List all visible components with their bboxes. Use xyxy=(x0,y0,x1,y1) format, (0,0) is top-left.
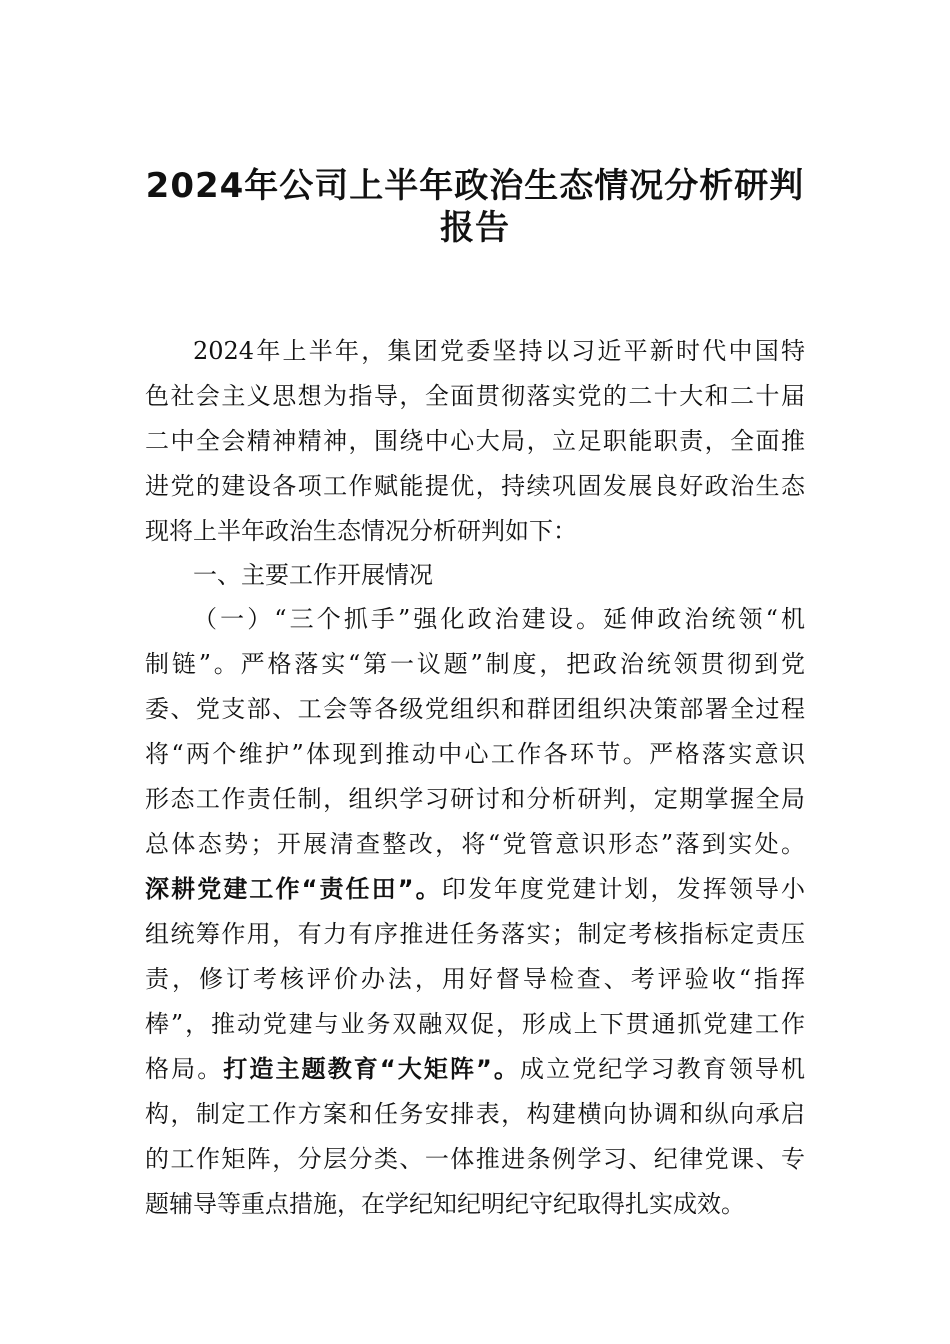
paragraph-line-3: 委、党支部、工会等各级党组织和群团组织决策部署全过程 xyxy=(145,695,805,723)
section-heading-1: 一、主要工作开展情况 xyxy=(193,561,433,589)
paragraph-line-13: 的工作矩阵，分层分类、一体推进条例学习、纪律党课、专 xyxy=(145,1145,805,1173)
intro-line-5: 现将上半年政治生态情况分析研判如下： xyxy=(145,517,577,545)
paragraph-line-11-text: 成立党纪学习教育领导机 xyxy=(520,1055,806,1083)
paragraph-line-8: 组统筹作用，有力有序推进任务落实；制定考核指标定责压 xyxy=(145,920,805,948)
intro-line-2: 色社会主义思想为指导，全面贯彻落实党的二十大和二十届 xyxy=(145,382,805,410)
paragraph-line-7 xyxy=(145,874,805,904)
intro-line-3: 二中全会精神精神，围绕中心大局，立足职能职责，全面推 xyxy=(145,427,805,455)
intro-line-1: 2024年上半年，集团党委坚持以习近平新时代中国特 xyxy=(193,337,805,365)
bold-subheading-matrix: 打造主题教育“大矩阵”。 xyxy=(223,1055,521,1083)
paragraph-line-14: 题辅导等重点措施，在学纪知纪明纪守纪取得扎实成效。 xyxy=(145,1190,745,1218)
intro-line-4: 进党的建设各项工作赋能提优，持续巩固发展良好政治生态 xyxy=(145,472,805,500)
paragraph-line-6: 总体态势；开展清查整改，将“党管意识形态”落到实处。 xyxy=(145,830,805,858)
bold-subheading-responsibility: 深耕党建工作“责任田”。 xyxy=(145,875,442,903)
paragraph-line-10: 棒”，推动党建与业务双融双促，形成上下贯通抓党建工作 xyxy=(145,1010,805,1038)
paragraph-line-7-text: 印发年度党建计划，发挥领导小 xyxy=(441,875,806,903)
paragraph-line-4: 将“两个维护”体现到推动中心工作各环节。严格落实意识 xyxy=(145,740,805,768)
document-title-line-2: 报告 xyxy=(440,208,510,248)
paragraph-line-5: 形态工作责任制，组织学习研讨和分析研判，定期掌握全局 xyxy=(145,785,805,813)
paragraph-line-2: 制链”。严格落实“第一议题”制度，把政治统领贯彻到党 xyxy=(145,650,805,678)
paragraph-line-11-prefix: 格局。 xyxy=(145,1055,224,1083)
paragraph-line-9: 责，修订考核评价办法，用好督导检查、考评验收“指挥 xyxy=(145,965,805,993)
paragraph-line-11 xyxy=(145,1054,805,1084)
paragraph-line-1: （一）“三个抓手”强化政治建设。延伸政治统领“机 xyxy=(193,605,805,633)
document-title-line-1: 2024年公司上半年政治生态情况分析研判 xyxy=(145,166,805,206)
paragraph-line-12: 构，制定工作方案和任务安排表，构建横向协调和纵向承启 xyxy=(145,1100,805,1128)
